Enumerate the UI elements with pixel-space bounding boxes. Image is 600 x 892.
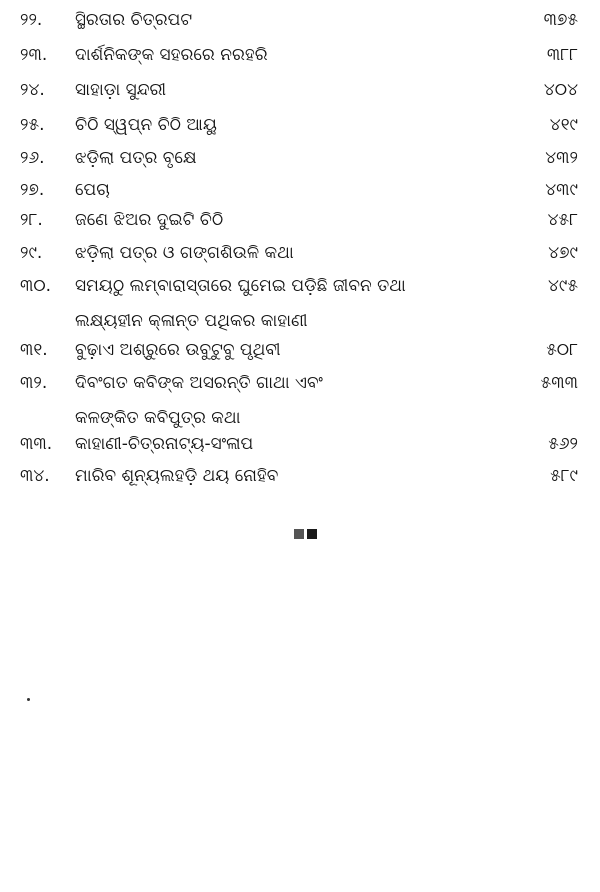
- toc-entry-page-number: ୩୭୫: [543, 10, 578, 30]
- toc-entry-title: [75, 466, 515, 486]
- toc-entry-title-line: ଜଣେ ଝିଅର ଦୁଇଟି ଚିଠି: [75, 210, 224, 230]
- toc-entry-title-line: ଝଡ଼ିଲା ପତ୍ର ବୃକ୍ଷେ: [75, 148, 197, 168]
- toc-entry-title: [75, 115, 515, 135]
- toc-entry-title-line: କଳଙ୍କିତ କବିପୁତ୍ର କଥା: [75, 408, 241, 428]
- print-speck: [27, 698, 30, 701]
- toc-entry-number: ୩୧.: [20, 340, 48, 360]
- toc-entry-page-number: ୪୩୯: [545, 180, 578, 200]
- toc-entry-title-line: ସାହାଡ଼ା ସୁନ୍ଦରୀ: [75, 80, 167, 100]
- toc-entry-title: [75, 434, 515, 454]
- toc-entry-page-number: ୩୮୮: [546, 45, 578, 65]
- toc-entry-title: [75, 243, 515, 263]
- toc-entry-number: ୨୮.: [20, 210, 43, 230]
- toc-entry-page-number: ୫୩୩: [540, 373, 578, 393]
- toc-entry-title-line: ଲକ୍ଷ୍ୟହୀନ କ୍ଳାନ୍ତ ପଥିକର କାହାଣୀ: [75, 311, 308, 331]
- toc-entry-title: [75, 80, 515, 100]
- toc-entry-title-line: ମାରିବ ଶୂନ୍ୟଲହଡ଼ି ଥୟ ନୋହିବ: [75, 466, 279, 486]
- toc-entry-number: ୩୪.: [20, 466, 50, 486]
- toc-entry-number: ୨୯.: [20, 243, 43, 263]
- toc-entry-title: [75, 276, 515, 331]
- toc-entry-title-line: ସମୟଠୁ ଲମ୍ବାରାସ୍ତାରେ ଘୁମେଇ ପଡ଼ିଛି ଜୀବନ ତଥା: [75, 276, 406, 296]
- toc-entry-number: ୩୩.: [20, 434, 53, 454]
- toc-entry-title-line: ସ୍ଥିରତାର ଚିତ୍ରପଟ: [75, 10, 193, 30]
- toc-entry-title-line: ବୁଢ଼ାଏ ଅଶ୍ରୁରେ ଉବୁଟୁବୁ ପୃଥିବୀ: [75, 340, 281, 360]
- toc-entry-page-number: ୫୦୮: [546, 340, 578, 360]
- toc-entry-title-line: ଝଡ଼ିଲା ପତ୍ର ଓ ଗଙ୍ଗଶିଉଳି କଥା: [75, 243, 294, 263]
- toc-entry-page-number: ୪୯୫: [548, 276, 578, 296]
- toc-entry-number: ୨୬.: [20, 148, 45, 168]
- ornament-square-icon: [294, 529, 304, 539]
- toc-entry-title: [75, 10, 515, 30]
- toc-entry-title: [75, 340, 515, 360]
- toc-entry-number: ୨୨.: [20, 10, 43, 30]
- section-end-ornament: [294, 529, 320, 539]
- toc-entry-page-number: ୪୩୨: [545, 148, 578, 168]
- toc-entry-number: ୨୩.: [20, 45, 48, 65]
- toc-entry-title: [75, 180, 515, 200]
- toc-entry-title: [75, 210, 515, 230]
- toc-entry-number: ୨୫.: [20, 115, 45, 135]
- toc-entry-title-line: ପେଚା: [75, 180, 110, 200]
- toc-entry-title-line: ଦିବଂଗତ କବିଙ୍କ ଅସରନ୍ତି ଗାଥା ଏବଂ: [75, 373, 323, 393]
- ornament-square-icon: [307, 529, 317, 539]
- toc-entry-page-number: ୪୭୯: [548, 243, 578, 263]
- toc-entry-number: ୩୦.: [20, 276, 52, 296]
- toc-entry-number: ୨୪.: [20, 80, 45, 100]
- toc-entry-page-number: ୫୬୨: [548, 434, 578, 454]
- toc-entry-page-number: ୪୫୮: [547, 210, 578, 230]
- toc-entry-page-number: ୫୮୯: [550, 466, 578, 486]
- toc-entry-title: [75, 148, 515, 168]
- toc-entry-page-number: ୪୦୪: [543, 80, 578, 100]
- toc-entry-title: [75, 373, 515, 428]
- toc-entry-title: [75, 45, 515, 65]
- toc-entry-title-line: ଚିଠି ସ୍ୱପ୍ନ ଚିଠି ଆୟୁ: [75, 115, 217, 135]
- toc-entry-number: ୩୨.: [20, 373, 48, 393]
- toc-entry-title-line: କାହାଣୀ-ଚିତ୍ରନାଟ୍ୟ-ସଂଳାପ: [75, 434, 254, 454]
- toc-entry-number: ୨୭.: [20, 180, 45, 200]
- toc-entry-title-line: ଦାର୍ଶନିକଙ୍କ ସହରରେ ନରହରି: [75, 45, 268, 65]
- toc-entry-page-number: ୪୧୯: [549, 115, 578, 135]
